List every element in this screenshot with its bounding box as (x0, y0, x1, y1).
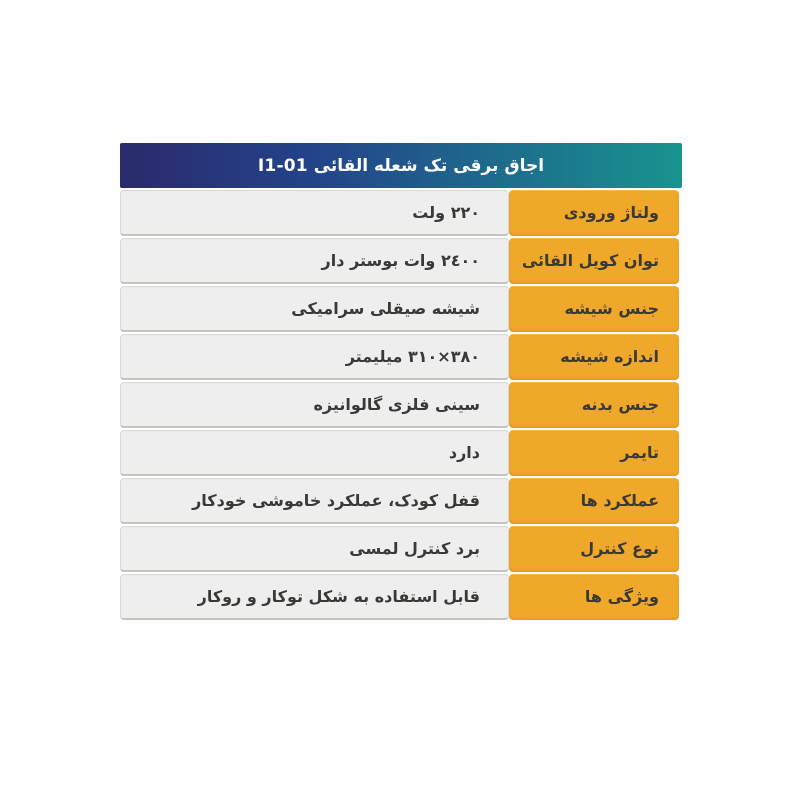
spec-label: جنس شیشه (564, 299, 659, 318)
spec-label-cell (509, 526, 679, 572)
spec-label-cell (509, 382, 679, 428)
spec-value: ۳۸۰×۳۱۰ میلیمتر (345, 346, 480, 366)
spec-label: تایمر (620, 443, 659, 462)
spec-label: ویژگی ها (584, 587, 659, 606)
spec-value-cell (120, 286, 509, 332)
spec-value: قفل کودک، عملکرد خاموشی خودکار (192, 490, 480, 510)
spec-label-cell (509, 430, 679, 476)
spec-label-cell (509, 190, 679, 236)
spec-value-cell (120, 238, 509, 284)
spec-label-cell (509, 286, 679, 332)
table-row (120, 574, 682, 620)
table-header (120, 143, 682, 188)
table-row (120, 238, 682, 284)
spec-value-cell (120, 334, 509, 380)
table-title: اجاق برقی تک شعله القائی I1-01 (257, 155, 545, 176)
spec-label: ولتاژ ورودی (563, 203, 659, 222)
table-row (120, 526, 682, 572)
spec-value: قابل استفاده به شکل توکار و روکار (197, 586, 480, 606)
spec-value: شیشه صیقلی سرامیکی (291, 298, 480, 318)
spec-label-cell (509, 334, 679, 380)
spec-value: ۲۲۰ ولت (412, 202, 480, 222)
spec-value-cell (120, 382, 509, 428)
table-row (120, 286, 682, 332)
spec-label: عملکرد ها (580, 491, 659, 510)
spec-label-cell (509, 238, 679, 284)
spec-label: نوع کنترل (580, 539, 659, 558)
spec-value-cell (120, 478, 509, 524)
spec-label: جنس بدنه (581, 395, 659, 414)
spec-value-cell (120, 574, 509, 620)
table-row (120, 430, 682, 476)
table-row (120, 382, 682, 428)
spec-value: ۲٤۰۰ وات بوستر دار (321, 250, 480, 270)
spec-label-cell (509, 574, 679, 620)
spec-label: اندازه شیشه (560, 347, 659, 366)
table-row (120, 334, 682, 380)
spec-value-cell (120, 430, 509, 476)
spec-value: دارد (448, 442, 480, 462)
table-row (120, 190, 682, 236)
spec-label: توان کویل القائی (521, 251, 659, 270)
spec-value: برد کنترل لمسی (349, 538, 480, 558)
spec-rows (120, 190, 682, 620)
spec-label-cell (509, 478, 679, 524)
product-spec-table (120, 143, 682, 622)
spec-value-cell (120, 190, 509, 236)
spec-value: سینی فلزی گالوانیزه (313, 394, 480, 414)
spec-value-cell (120, 526, 509, 572)
table-row (120, 478, 682, 524)
